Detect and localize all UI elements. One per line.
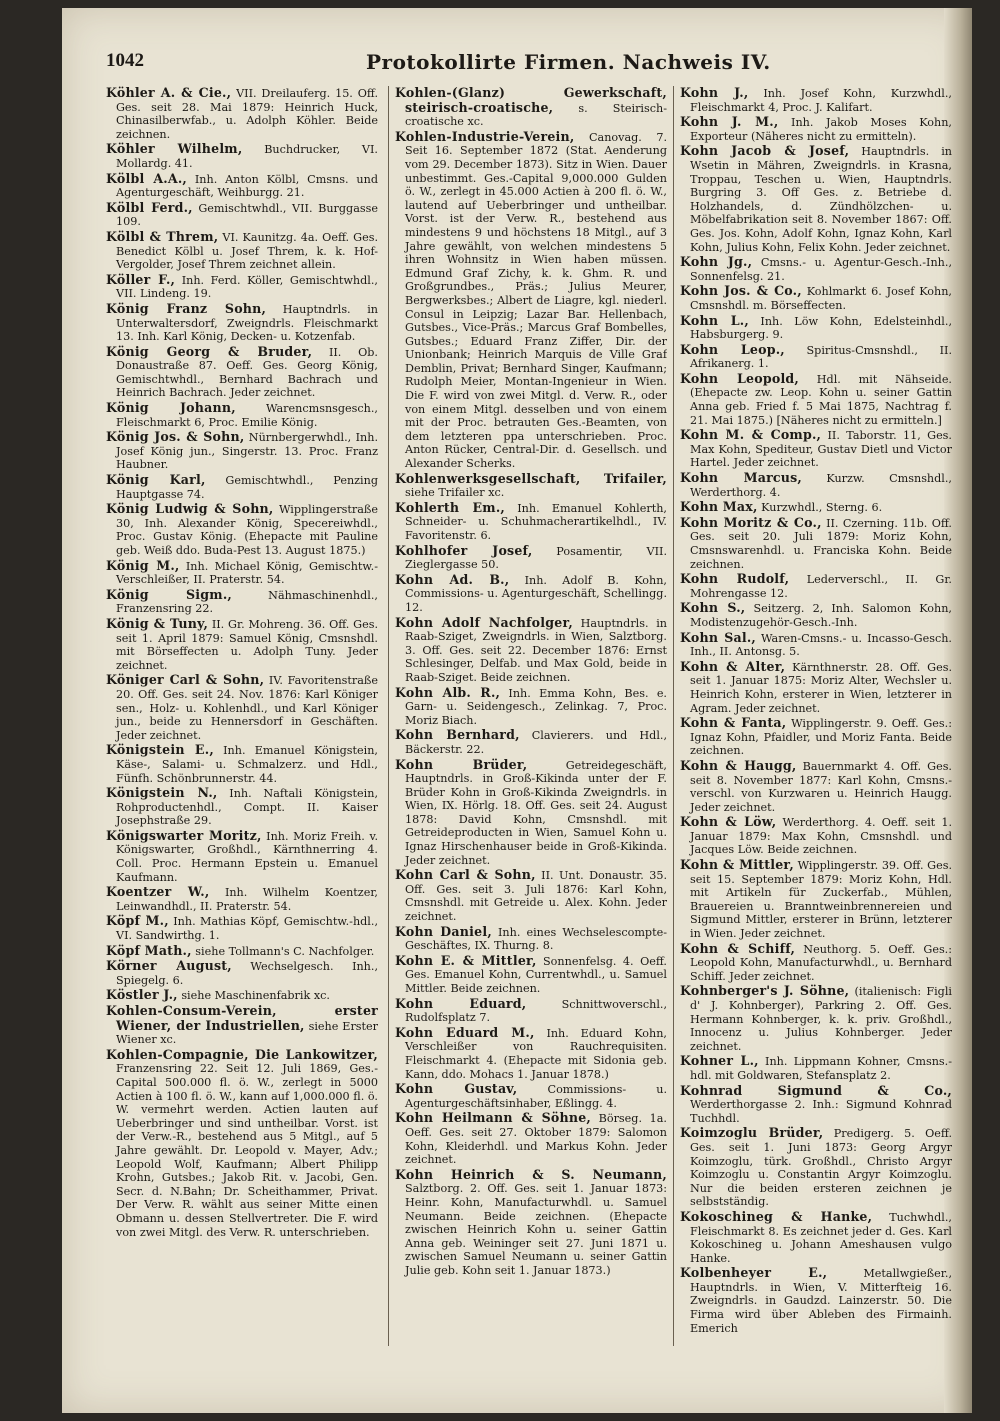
- directory-entry: [680, 428, 952, 470]
- firm-name: Kohn Leopold,: [680, 370, 800, 386]
- firm-name: Kohn Eduard M.,: [395, 1024, 535, 1040]
- firm-details: Werderthorgasse 2. Inh.: Sigmund Kohnrad Tuchhdl.: [690, 1098, 952, 1125]
- firm-name: Kohn Carl & Sohn,: [395, 867, 536, 883]
- firm-details: Buchdrucker, VI. Mollardg. 41.: [116, 143, 378, 170]
- directory-entry: [680, 1210, 952, 1265]
- firm-name: König Ludwig & Sohn,: [106, 501, 274, 517]
- firm-details: Neuthorg. 5. Oeff. Ges.: Leopold Kohn, Manufacturwhdl., u. Bernhard Schiff. Jeder zeichnet.: [690, 942, 952, 983]
- directory-entry: [680, 500, 952, 515]
- firm-details: Inh. Mathias Köpf, Gemischtw.-hdl., VI. Sandwirthg. 1.: [116, 915, 378, 943]
- directory-entry: [395, 758, 667, 868]
- firm-name: König Georg & Bruder,: [106, 343, 313, 359]
- firm-name: Kohn Heinrich & S. Neumann,: [395, 1166, 667, 1182]
- firm-details: Hdl. mit Nähseide. (Ehepacte zw. Leop. Kohn u. seiner Gattin Anna geb. Fried f. 5 Mai 1875, Nachtrag f. 21. Mai 1875.) [Näheres nicht zu ermitteln.]: [690, 372, 952, 427]
- firm-details: Wipplingerstr. 39. Off. Ges. seit 15. September 1879: Moriz Kohn, Hdl. mit Artikeln für Zuckerfab., Mühlen, Brauereien u. Branntweinbrennereien und Sigmund Mittler, ersterer in Brünn, letzterer in Wien. Jeder zeichnet.: [690, 859, 952, 941]
- firm-details: Inh. Anton Kölbl, Cmsns. und Agenturgeschäft, Weihburgg. 21.: [116, 172, 378, 200]
- firm-details: Warencmsnsgesch., Fleischmarkt 6, Proc. Emilie König.: [116, 402, 378, 429]
- directory-entry: [680, 255, 952, 283]
- firm-name: Kokoschineg & Hanke,: [680, 1208, 873, 1224]
- firm-name: Kohlhofer Josef,: [395, 542, 533, 558]
- firm-name: Kohlen-Compagnie, Die Lankowitzer,: [106, 1046, 378, 1062]
- directory-entry: [106, 988, 378, 1003]
- firm-name: Kohner L.,: [680, 1053, 759, 1069]
- firm-name: Köpf Math.,: [106, 942, 192, 958]
- firm-details: siehe Maschinenfabrik xc.: [181, 989, 330, 1003]
- directory-entry: [106, 302, 378, 344]
- firm-details: Lederverschl., II. Gr. Mohrengasse 12.: [690, 573, 952, 600]
- directory-entry: [395, 573, 667, 615]
- directory-entry: [106, 230, 378, 272]
- firm-details: Inh. eines Wechselescompte-Geschäftes, IX. Thurng. 8.: [405, 925, 667, 953]
- firm-details: Hauptndrls. in Wsetin in Mähren, Zweigndrls. in Krasna, Troppau, Teschen u. Wien, Hauptndrls. Burgring 3. Off Ges. z. Betriebe d. Holzhandels, d. Zündhölzchen- u. Möbelfabrikation seit 8. November 1867: Off. Ges. Jos. Kohn, Adolf Kohn, Ignaz Kohn, Karl Kohn, Julius Kohn, Felix Kohn. Jeder zeichnet.: [690, 145, 952, 254]
- firm-name: Kohn Max,: [680, 499, 758, 515]
- directory-entry: [680, 942, 952, 984]
- directory-entry: [106, 273, 378, 301]
- firm-name: König Sigm.,: [106, 586, 232, 602]
- directory-entry: [680, 660, 952, 715]
- firm-name: Koimzoglu Brüder,: [680, 1125, 824, 1141]
- firm-details: Posamentir, VII. Zieglergasse 50.: [405, 544, 667, 572]
- firm-name: Kohlerth Em.,: [395, 499, 505, 515]
- firm-details: Kohlmarkt 6. Josef Kohn, Cmsnshdl. m. Börseffecten.: [690, 285, 952, 312]
- directory-entry: [106, 559, 378, 587]
- firm-name: König Johann,: [106, 400, 236, 416]
- directory-entry: [106, 588, 378, 616]
- directory-entry: [395, 997, 667, 1025]
- firm-details: Gemischtwhdl., VII. Burggasse 109.: [116, 201, 378, 229]
- directory-entry: [106, 345, 378, 400]
- directory-entry: [106, 473, 378, 501]
- firm-name: Kohlen-Consum-Verein, erster Wiener, der Industriellen,: [106, 1003, 378, 1033]
- firm-name: Körner August,: [106, 958, 232, 974]
- directory-entry: [395, 1026, 667, 1081]
- firm-name: Kohn J. M.,: [680, 114, 779, 130]
- firm-name: Kohn Bernhard,: [395, 727, 520, 743]
- firm-name: Kohn & Alter,: [680, 658, 786, 674]
- firm-name: Kölbl Ferd.,: [106, 199, 193, 215]
- firm-details: Inh. Eduard Kohn, Verschleißer von Rauchrequisiten. Fleischmarkt 4. (Ehepacte mit Sidonia geb. Kann, ddo. Mohacs 1. Januar 1878.): [405, 1026, 667, 1081]
- firm-name: Kohn & Fanta,: [680, 715, 787, 731]
- directory-entry: [106, 172, 378, 200]
- directory-entry: [680, 516, 952, 571]
- firm-name: Kohn Moritz & Co.,: [680, 514, 822, 530]
- column-3: [680, 86, 952, 1376]
- firm-details: Werderthorg. 4. Oeff. seit 1. Januar 1879: Max Kohn, Cmsnshdl. und Jacques Löw. Beide zeichnen.: [690, 816, 952, 857]
- firm-name: Köhler A. & Cie.,: [106, 86, 232, 100]
- firm-name: Königer Carl & Sohn,: [106, 672, 265, 688]
- directory-entry: [106, 617, 378, 672]
- firm-name: Koentzer W.,: [106, 884, 210, 900]
- firm-details: Kärnthnerstr. 28. Off. Ges. seit 1. Januar 1875: Moriz Alter, Wechsler u. Heinrich Kohn, ersterer in Wien, letzterer in Agram. Jeder zeichnet.: [690, 660, 952, 715]
- firm-name: Kölbl & Threm,: [106, 228, 219, 244]
- firm-name: Kohn Heilmann & Söhne,: [395, 1110, 591, 1126]
- firm-name: Kohlenwerksgesellschaft, Trifailer,: [395, 470, 667, 486]
- firm-name: Kohn Adolf Nachfolger,: [395, 614, 573, 630]
- firm-details: Wipplingerstraße 30, Inh. Alexander König, Specereiwhdl., Proc. Gustav König. (Ehepacte mit Pauline geb. Weiß ddo. Buda-Pest 13. August 1875.): [116, 503, 378, 557]
- firm-name: Kohlen-Industrie-Verein,: [395, 128, 575, 144]
- directory-entry: [395, 1111, 667, 1166]
- directory-entry: [395, 925, 667, 953]
- firm-name: Kohn Eduard,: [395, 995, 527, 1011]
- firm-details: (italienisch: Figli d' J. Kohnberger), Parkring 2. Off. Ges. Hermann Kohnberger, k. k. priv. Großhdl., Innocenz u. Julius Kohnberger. Jeder zeichnet.: [690, 985, 952, 1053]
- firm-details: Getreidegeschäft, Hauptndrls. in Groß-Kikinda unter der F. Brüder Kohn in Groß-Kikinda Zweigndrls. in Wien, IX. Hörlg. 18. Off. Ges. seit 24. August 1878: David Kohn, Cmsnshdl. mit Getreideproducten in Wien, Samuel Kohn u. Ignaz Hirschenhauser beide in Groß-Kikinda. Jeder zeichnet.: [405, 758, 667, 867]
- firm-details: Sonnenfelsg. 4. Oeff. Ges. Emanuel Kohn, Currentwhdl., u. Samuel Mittler. Beide zeichnen.: [405, 954, 667, 995]
- directory-entry: [106, 201, 378, 229]
- firm-details: Bauernmarkt 4. Off. Ges. seit 8. November 1877: Karl Kohn, Cmsns.-verschl. von Kurzwaren u. Heinrich Haugg. Jeder zeichnet.: [690, 759, 952, 814]
- firm-name: Kohn M. & Comp.,: [680, 427, 822, 443]
- firm-details: Hauptndrls. in Raab-Sziget, Zweigndrls. in Wien, Salztborg. 3. Off. Ges. seit 22. December 1876: Ernst Schlesinger, Delfab. und Max Gold, beide in Raab-Sziget. Beide zeichnen.: [405, 616, 667, 684]
- firm-details: II. Czerning. 11b. Off. Ges. seit 20. Juli 1879: Moriz Kohn, Cmsnswarenhdl. u. Franciska Kohn. Beide zeichnen.: [690, 516, 952, 571]
- firm-name: Kohn Jg.,: [680, 254, 753, 270]
- directory-entry: [395, 1082, 667, 1110]
- firm-name: Kohn S.,: [680, 600, 746, 616]
- firm-details: II. Taborstr. 11, Ges. Max Kohn, Spediteur, Gustav Dietl und Victor Hartel. Jeder zeichnet.: [690, 429, 952, 470]
- firm-details: Inh. Löw Kohn, Edelsteinhdl., Habsburgerg. 9.: [690, 314, 952, 342]
- directory-entry: [106, 829, 378, 884]
- directory-entry: [395, 1168, 667, 1278]
- firm-details: VII. Dreilauferg. 15. Off. Ges. seit 28. Mai 1879: Heinrich Huck, Chinasilberwfab., u. Adolph Köhler. Beide zeichnen.: [116, 87, 378, 141]
- firm-details: Spiritus-Cmsnshdl., II. Afrikanerg. 1.: [690, 343, 952, 371]
- running-title: Protokollirte Firmen. Nachweis IV.: [366, 50, 771, 74]
- firm-details: Franzensring 22. Seit 12. Juli 1869, Ges.-Capital 500.000 fl. ö. W., zerlegt in 5000 Actien à 100 fl. ö. W., kann auf 1,000.000 fl. ö. W. vermehrt werden. Actien lauten auf Ueberbringer und sind untheilbar. Vorst. ist der Verw.-R., bestehend aus 5 Mitgl., auf 5 Jahre gewählt. Dr. Leopold v. Mayer, Adv.; Leopold Wolf, Kaufmann; Albert Philipp Krohn, Gutsbes.; Jakob Rit. v. Jacobi, Gen. Secr. d. N.Bahn; Dr. Scheithammer, Privat. Der Verw. R. wählt aus seiner Mitte einen Obmann u. dessen Stellvertreter. Die F. wird von zwei Mitgl. des Verw. R. unterschrieben.: [116, 1062, 378, 1239]
- firm-name: Kohn & Löw,: [680, 814, 777, 830]
- directory-entry: [106, 502, 378, 557]
- firm-details: Clavierers. und Hdl., Bäckerstr. 22.: [405, 729, 667, 756]
- directory-entry: [106, 885, 378, 913]
- directory-entry: [680, 1126, 952, 1209]
- directory-entry: [680, 1266, 952, 1335]
- column-rule: [388, 86, 389, 1346]
- firm-name: König M.,: [106, 557, 180, 573]
- firm-details: Inh. Michael König, Gemischtw.-Verschleißer, II. Praterstr. 54.: [116, 559, 378, 587]
- firm-name: Kohn & Haugg,: [680, 757, 797, 773]
- directory-entry: [680, 572, 952, 600]
- firm-details: II. Unt. Donaustr. 35. Off. Ges. seit 3. Juli 1876: Karl Kohn, Cmsnshdl. mit Getreide u. Alex. Kohn. Jeder zeichnet.: [405, 869, 667, 924]
- directory-entry: [680, 471, 952, 499]
- firm-name: Kohnrad Sigmund & Co.,: [680, 1082, 952, 1098]
- firm-name: Kohn Jacob & Josef,: [680, 143, 850, 159]
- firm-details: II. Gr. Mohreng. 36. Off. Ges. seit 1. April 1879: Samuel König, Cmsnshdl. mit Börseffecten u. Adolph Tuny. Jeder zeichnet.: [116, 617, 378, 672]
- firm-name: Kohn & Mittler,: [680, 857, 794, 873]
- directory-entry: [106, 673, 378, 742]
- firm-name: Kohn Ad. B.,: [395, 571, 510, 587]
- firm-details: II. Ob. Donaustraße 87. Oeff. Ges. Georg König, Gemischtwhdl., Bernhard Bachrach und Heinrich Bachrach. Jeder zeichnet.: [116, 345, 378, 400]
- firm-name: König & Tuny,: [106, 615, 209, 631]
- firm-name: Kohn & Schiff,: [680, 940, 796, 956]
- directory-entry: [106, 944, 378, 959]
- firm-details: Inh. Lippmann Kohner, Cmsns.-hdl. mit Goldwaren, Stefansplatz 2.: [690, 1055, 952, 1082]
- directory-entry: [680, 858, 952, 941]
- directory-entry: [106, 786, 378, 828]
- firm-details: Inh. Emanuel Kohlerth, Schneider- u. Schuhmacherartikelhdl., IV. Favoritenstr. 6.: [405, 501, 667, 542]
- directory-entry: [106, 914, 378, 942]
- firm-details: Tuchwhdl., Fleischmarkt 8. Es zeichnet jeder d. Ges. Karl Kokoschineg u. Johann Ameshausen vulgo Hanke.: [690, 1210, 952, 1265]
- directory-entry: [680, 115, 952, 143]
- directory-entry: [106, 1048, 378, 1239]
- column-1: [106, 86, 378, 1376]
- page-header: [106, 48, 946, 78]
- firm-details: Gemischtwhdl., Penzing Hauptgasse 74.: [116, 474, 378, 501]
- directory-entry: [680, 716, 952, 758]
- firm-name: Köstler J.,: [106, 987, 178, 1003]
- directory-entry: [106, 959, 378, 987]
- firm-details: VI. Kaunitzg. 4a. Oeff. Ges. Benedict Kölbl u. Josef Threm, k. k. Hof-Vergolder, Josef Threm zeichnet allein.: [116, 230, 378, 272]
- directory-entry: [106, 142, 378, 170]
- directory-entry: [395, 544, 667, 572]
- firm-details: Inh. Wilhelm Koentzer, Leinwandhdl., II. Praterstr. 54.: [116, 886, 378, 913]
- directory-entry: [680, 601, 952, 629]
- firm-details: IV. Favoritenstraße 20. Off. Ges. seit 24. Nov. 1876: Karl Königer sen., Holz- u. Kohlenhdl., und Karl Königer jun., beide zu Hennersdorf in Geschäften. Jeder zeichnet.: [116, 674, 378, 742]
- firm-name: Kohn J.,: [680, 86, 749, 100]
- firm-name: Kohn L.,: [680, 312, 749, 328]
- firm-details: Inh. Emanuel Königstein, Käse-, Salami- u. Schmalzerz. und Hdl., Fünfh. Schönbrunnerstr. 44.: [116, 744, 378, 785]
- firm-details: Inh. Adolf B. Kohn, Commissions- u. Agenturgeschäft, Schellingg. 12.: [405, 573, 667, 614]
- firm-name: Königswarter Moritz,: [106, 827, 262, 843]
- firm-details: Salztborg. 2. Off. Ges. seit 1. Januar 1873: Heinr. Kohn, Manufacturwhdl. u. Samuel Neumann. Beide zeichnen. (Ehepacte zwischen Heinrich Kohn u. seiner Gattin Anna geb. Weininger seit 27. Juni 1871 u. zwischen Samuel Neumann u. seiner Gattin Julie geb. Kohn seit 1. Januar 1873.): [405, 1182, 667, 1277]
- firm-details: Nähmaschinenhdl., Franzensring 22.: [116, 588, 378, 616]
- firm-name: Kölbl A.A.,: [106, 170, 188, 186]
- firm-name: Kohlen-(Glanz) Gewerkschaft, steirisch-croatische,: [395, 86, 667, 115]
- firm-name: Kohn Sal.,: [680, 629, 757, 645]
- page-number: 1042: [106, 50, 144, 71]
- firm-name: Köller F.,: [106, 271, 176, 287]
- firm-name: Köpf M.,: [106, 913, 169, 929]
- firm-name: Kohn E. & Mittler,: [395, 952, 537, 968]
- directory-entry: [680, 314, 952, 342]
- firm-details: Inh. Josef Kohn, Kurzwhdl., Fleischmarkt 4, Proc. J. Kalifart.: [690, 87, 952, 114]
- directory-entry: [680, 631, 952, 659]
- firm-name: Kohn Brüder,: [395, 756, 528, 772]
- directory-entry: [680, 1054, 952, 1082]
- firm-details: Kurzwhdl., Sterng. 6.: [761, 501, 883, 515]
- directory-entry: [680, 144, 952, 254]
- firm-name: Kohn Marcus,: [680, 470, 802, 486]
- firm-name: König Karl,: [106, 472, 206, 488]
- directory-entry: [106, 743, 378, 785]
- column-rule: [673, 86, 674, 1346]
- firm-name: Kohn Jos. & Co.,: [680, 283, 802, 299]
- firm-details: Hauptndrls. in Unterwaltersdorf, Zweigndrls. Fleischmarkt 13. Inh. Karl König, Decken- u. Kotzenfab.: [116, 302, 378, 344]
- firm-details: Seitzerg. 2, Inh. Salomon Kohn, Modistenzugehör-Gesch.-Inh.: [690, 602, 952, 629]
- firm-details: Inh. Ferd. Köller, Gemischtwhdl., VII. Lindeng. 19.: [116, 273, 378, 301]
- firm-details: Cmsns.- u. Agentur-Gesch.-Inh., Sonnenfelsg. 21.: [690, 256, 952, 283]
- firm-details: Inh. Jakob Moses Kohn, Exporteur (Näheres nicht zu ermitteln).: [690, 116, 952, 143]
- directory-entry: [395, 616, 667, 685]
- firm-name: Kohn Rudolf,: [680, 571, 790, 587]
- firm-name: König Jos. & Sohn,: [106, 429, 245, 445]
- firm-details: Waren-Cmsns.- u. Incasso-Gesch. Inh., II. Antonsg. 5.: [690, 631, 952, 659]
- firm-details: Inh. Naftali Königstein, Rohproductenhdl., Compt. II. Kaiser Josephstraße 29.: [116, 787, 378, 828]
- directory-entry: [395, 868, 667, 923]
- directory-entry: [680, 1084, 952, 1126]
- firm-details: Wechselgesch. Inh., Spiegelg. 6.: [116, 960, 378, 987]
- directory-entry: [680, 86, 952, 114]
- firm-name: Köhler Wilhelm,: [106, 141, 243, 157]
- firm-name: Königstein E.,: [106, 742, 214, 758]
- firm-details: Inh. Moriz Freih. v. Königswarter, Großhdl., Kärnthnerring 4. Coll. Proc. Hermann Epstein u. Emanuel Kaufmann.: [116, 829, 378, 884]
- firm-details: siehe Erster Wiener xc.: [116, 1019, 378, 1047]
- directory-entry: [395, 86, 667, 129]
- directory-entry: [395, 686, 667, 728]
- directory-entry: [106, 86, 378, 141]
- directory-entry: [680, 815, 952, 857]
- directory-entry: [106, 430, 378, 472]
- directory-entry: [395, 728, 667, 756]
- column-2: [395, 86, 667, 1376]
- book-page: [62, 8, 972, 1413]
- firm-details: Metallwgießer., Hauptndrls. in Wien, V. Mitterfteig 16. Zweigndrls. in Gaudzd. Lainzerstr. 50. Die Firma wird über Ableben des Firmainh. Emerich: [690, 1267, 952, 1335]
- firm-name: König Franz Sohn,: [106, 300, 267, 316]
- firm-name: Kohn Daniel,: [395, 923, 492, 939]
- firm-details: Inh. Emma Kohn, Bes. e. Garn- u. Seidengesch., Zelinkag. 7, Proc. Moriz Biach.: [405, 686, 667, 727]
- firm-name: Königstein N.,: [106, 785, 218, 801]
- firm-details: Wipplingerstr. 9. Oeff. Ges.: Ignaz Kohn, Pfaidler, und Moriz Fanta. Beide zeichnen.: [690, 717, 952, 758]
- directory-entry: [395, 954, 667, 996]
- firm-details: s. Steirisch-croatische xc.: [405, 101, 667, 129]
- firm-details: Kurzw. Cmsnshdl., Werderthorg. 4.: [690, 472, 952, 499]
- directory-entry: [106, 1004, 378, 1047]
- firm-name: Kohn Leop.,: [680, 341, 785, 357]
- directory-entry: [395, 501, 667, 543]
- directory-entry: [106, 401, 378, 429]
- directory-entry: [680, 372, 952, 427]
- directory-entry: [680, 343, 952, 371]
- directory-entry: [680, 284, 952, 312]
- firm-details: siehe Trifailer xc.: [405, 486, 505, 500]
- firm-details: Schnittwoverschl., Rudolfsplatz 7.: [405, 997, 667, 1025]
- firm-name: Kohn Alb. R.,: [395, 684, 501, 700]
- firm-name: Kohnberger's J. Söhne,: [680, 983, 850, 999]
- firm-details: Nürnbergerwhdl., Inh. Josef König jun., Singerstr. 13. Proc. Franz Haubner.: [116, 431, 378, 472]
- firm-name: Kohn Gustav,: [395, 1081, 518, 1097]
- firm-details: Canovag. 7. Seit 16. September 1872 (Stat. Aenderung vom 29. December 1873). Sitz in Wien. Dauer unbestimmt. Ges.-Capital 9,000.000 Gulden ö. W., zerlegt in 45.000 Actien à 200 fl. ö. W., lautend auf Ueberbringer und untheilbar. Vorst. ist der Verw. R., bestehend aus mindestens 9 und höchstens 18 Mitgl., auf 3 Jahre gewählt, von welchen mindestens 5 ihren Wohnsitz in Wien haben müssen. Edmund Graf Zichy, k. k. Ghm. R. und Großgrundbes., Präs.; Julius Meurer, Bergwerksbes.; Albert de Liagre, kgl. niederl. Consul in Leipzig; Lazar Bar. Hellenbach, Gutsbes., Vice-Präs.; Marcus Graf Bombelles, Gutsbes.; Eduard Franz Ziffer, Dir. der Unionbank; Heinrich Marquis de Ville Graf Demblin, Privat; Bernhard Singer, Kaufmann; Rudolph Meier, Montan-Ingenieur in Wien. Die F. wird von zwei Mitgl. d. Verw. R., oder von einem Mitgl. desselben und von einem mit der Proc. betrauten Ges.-Beamten, von dem letzteren ppa unterschrieben. Proc. Anton Rücker, Central-Dir. d. Gesellsch. und Alexander Scherks.: [405, 130, 667, 471]
- firm-name: Kolbenheyer E.,: [680, 1265, 828, 1281]
- firm-details: siehe Tollmann's C. Nachfolger.: [195, 944, 375, 958]
- directory-entry: [395, 472, 667, 500]
- directory-entry: [680, 759, 952, 814]
- firm-details: Commissions- u. Agenturgeschäftsinhaber, Eßlingg. 4.: [405, 1083, 667, 1110]
- directory-entry: [395, 130, 667, 471]
- firm-details: Predigerg. 5. Oeff. Ges. seit 1. Juni 1873: Georg Argyr Koimzoglu, türk. Großhdl., Christo Argyr Koimzoglu u. Constantin Argyr Koimzoglu. Nur die beiden ersteren zeichnen je selbstständig.: [690, 1127, 952, 1209]
- firm-details: Börseg. 1a. Oeff. Ges. seit 27. Oktober 1879: Salomon Kohn, Kleiderhdl. und Markus Kohn. Jeder zeichnet.: [405, 1112, 667, 1167]
- directory-entry: [680, 984, 952, 1053]
